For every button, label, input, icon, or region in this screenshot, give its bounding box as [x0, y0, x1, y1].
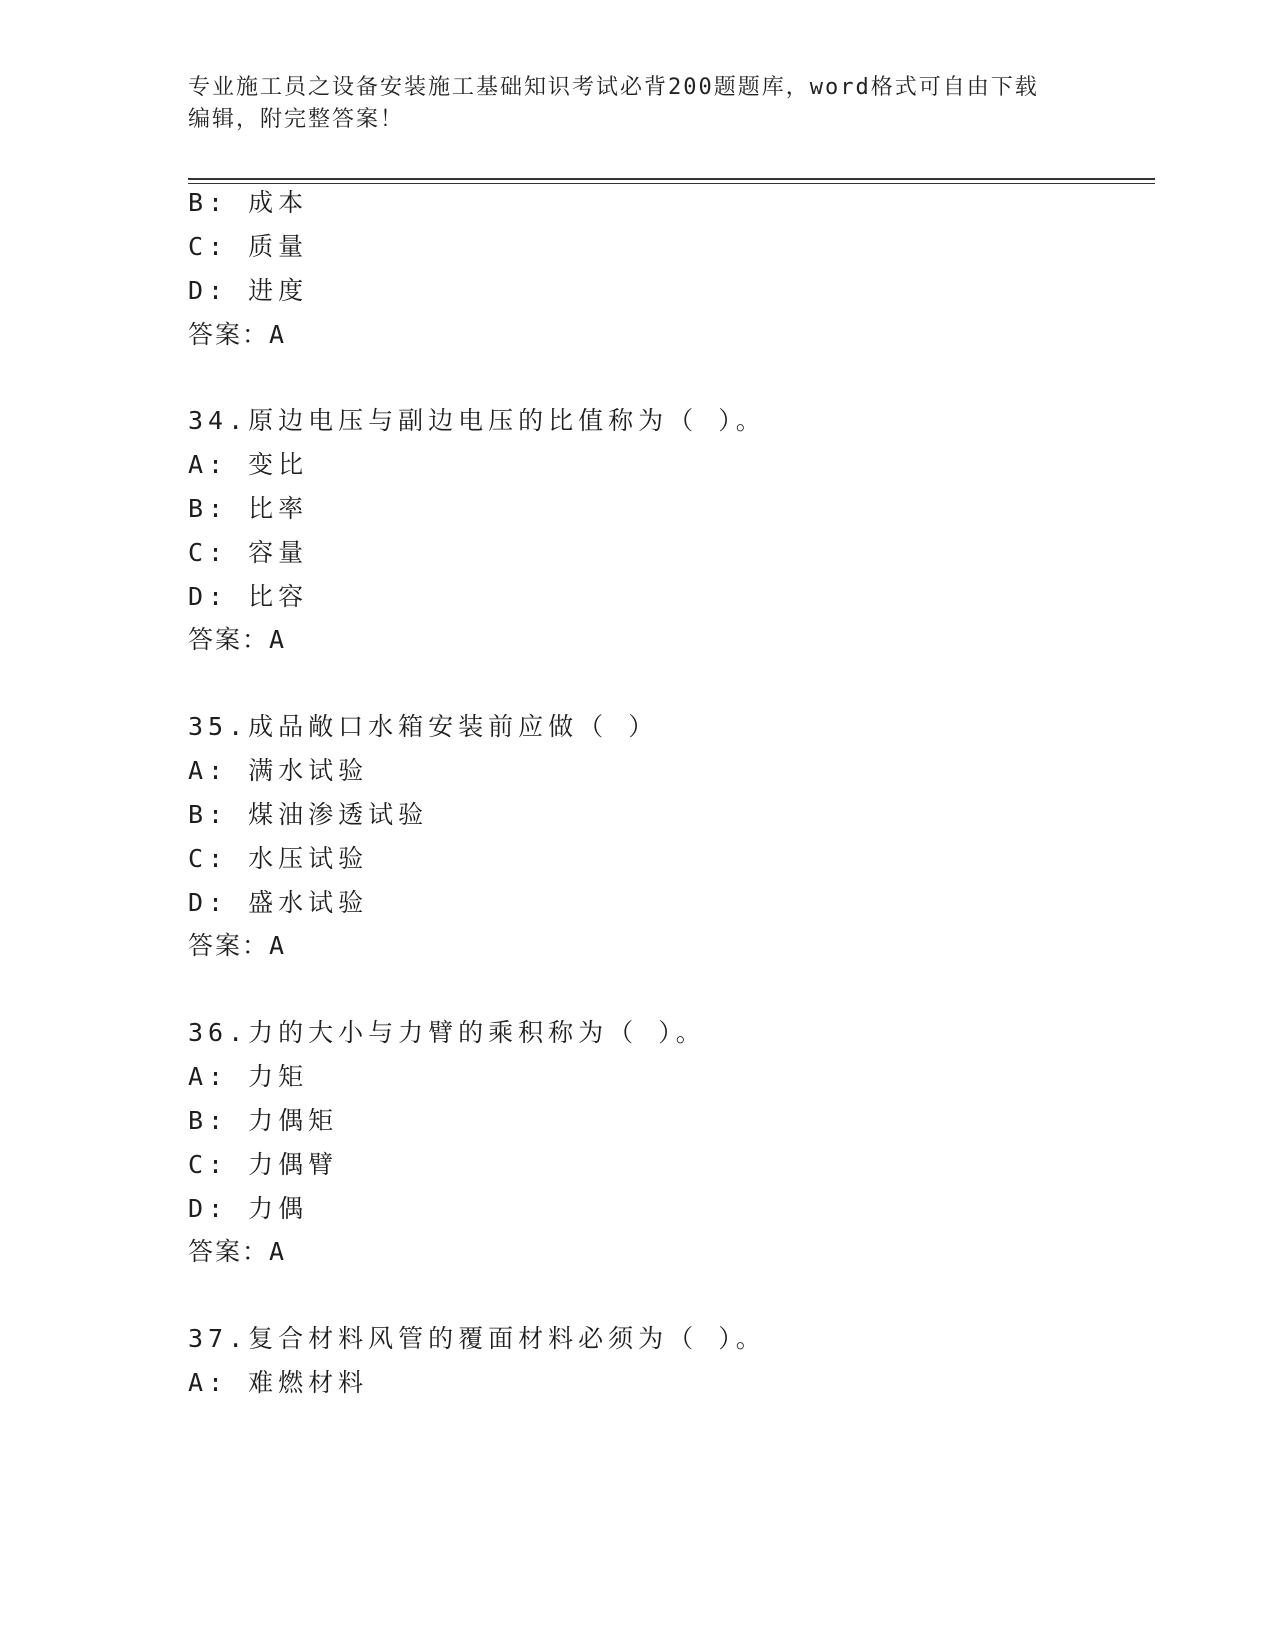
q35-question: 35.成品敞口水箱安装前应做（ ） [188, 712, 659, 741]
q34-option-d: D: 比容 [188, 582, 309, 611]
document-header [188, 72, 1088, 136]
q36-answer: 答案：A [188, 1237, 287, 1266]
header-divider-thick [188, 178, 1155, 180]
q35-option-b: B: 煤油渗透试验 [188, 800, 429, 829]
q33-option-d: D: 进度 [188, 276, 309, 305]
q35-option-c: C: 水压试验 [188, 844, 369, 873]
q37-question: 37.复合材料风管的覆面材料必须为（ ）。 [188, 1324, 766, 1353]
q34-option-c: C: 容量 [188, 538, 309, 567]
q36-option-d: D: 力偶 [188, 1194, 309, 1223]
q34-answer: 答案：A [188, 625, 287, 654]
q36-option-a: A: 力矩 [188, 1062, 309, 1091]
q37-option-a: A: 难燃材料 [188, 1368, 369, 1397]
q36-question: 36.力的大小与力臂的乘积称为（ ）。 [188, 1018, 706, 1047]
q35-answer: 答案：A [188, 931, 287, 960]
q34-question: 34.原边电压与副边电压的比值称为（ ）。 [188, 406, 766, 435]
header-title-line-2: 编辑，附完整答案！ [188, 107, 405, 132]
q34-option-a: A: 变比 [188, 450, 309, 479]
q35-option-a: A: 满水试验 [188, 756, 369, 785]
header-title-line-1: 专业施工员之设备安装施工基础知识考试必背200题题库，word格式可自由下载 [188, 75, 1039, 100]
header-divider-thin [188, 183, 1155, 184]
q33-option-b: B: 成本 [188, 188, 309, 217]
q36-option-b: B: 力偶矩 [188, 1106, 339, 1135]
q35-option-d: D: 盛水试验 [188, 888, 369, 917]
q36-option-c: C: 力偶臂 [188, 1150, 339, 1179]
q33-option-c: C: 质量 [188, 232, 309, 261]
q33-answer: 答案：A [188, 320, 287, 349]
q34-option-b: B: 比率 [188, 494, 309, 523]
